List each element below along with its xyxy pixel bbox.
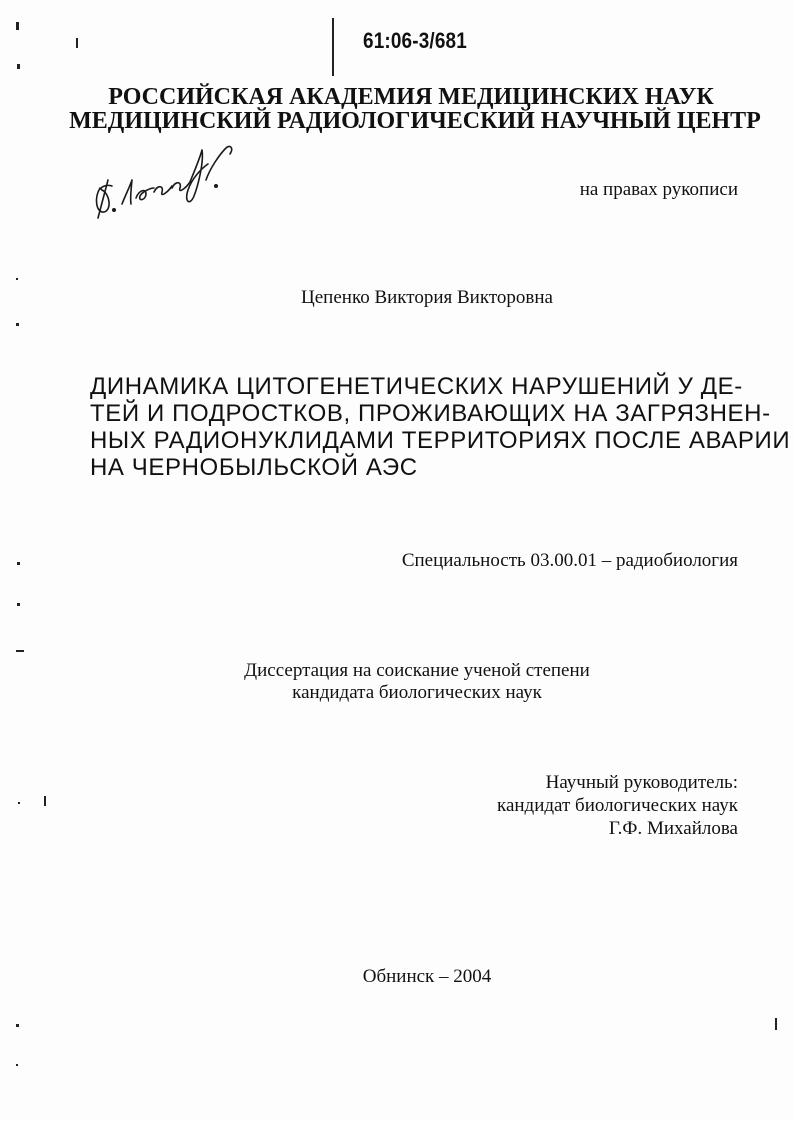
- dissertation-title: [90, 373, 791, 481]
- scan-speck: [18, 802, 20, 804]
- organization-line-1: РОССИЙСКАЯ АКАДЕМИЯ МЕДИЦИНСКИХ НАУК: [108, 84, 714, 110]
- supervisor-name: Г.Ф. Михайлова: [608, 818, 738, 839]
- archive-stamp-code: 61:06-3/681: [363, 28, 467, 53]
- handwritten-signature: [84, 128, 244, 223]
- scan-speck: [16, 1064, 18, 1066]
- specialty-line: Специальность 03.00.01 – радиобиология: [401, 550, 738, 571]
- stamp-divider-line: [332, 18, 334, 76]
- scan-speck: [775, 1018, 777, 1030]
- rights-note: на правах рукописи: [579, 179, 738, 200]
- scan-speck: [17, 603, 20, 606]
- title-line: ТЕЙ И ПОДРОСТКОВ, ПРОЖИВАЮЩИХ НА ЗАГРЯЗНЕН-: [90, 400, 771, 427]
- scan-speck: [17, 562, 20, 565]
- thesis-line-1: Диссертация на соискание ученой степени: [244, 660, 590, 681]
- scan-speck: [16, 1024, 19, 1027]
- thesis-description: [20, 660, 794, 704]
- supervisor-degree: кандидат биологических наук: [497, 795, 738, 816]
- scan-speck: [76, 38, 78, 48]
- scan-speck: [16, 22, 19, 30]
- thesis-line-2: кандидата биологических наук: [292, 682, 542, 703]
- organization-line-2: МЕДИЦИНСКИЙ РАДИОЛОГИЧЕСКИЙ НАУЧНЫЙ ЦЕНТР: [69, 108, 761, 134]
- scan-speck: [44, 796, 46, 806]
- title-line: ДИНАМИКА ЦИТОГЕНЕТИЧЕСКИХ НАРУШЕНИЙ У ДЕ-: [90, 373, 743, 400]
- title-line: НЫХ РАДИОНУКЛИДАМИ ТЕРРИТОРИЯХ ПОСЛЕ АВАРИИ: [90, 427, 791, 454]
- scan-speck: [16, 650, 24, 652]
- author-name: Цепенко Виктория Викторовна: [301, 287, 553, 308]
- scan-speck: [16, 323, 19, 326]
- supervisor-block: [497, 771, 738, 840]
- scan-speck: [17, 64, 20, 69]
- supervisor-label: Научный руководитель:: [545, 772, 738, 793]
- city-year: Обнинск – 2004: [362, 966, 492, 987]
- scan-speck: [16, 278, 18, 280]
- title-line: НА ЧЕРНОБЫЛЬСКОЙ АЭС: [90, 454, 418, 481]
